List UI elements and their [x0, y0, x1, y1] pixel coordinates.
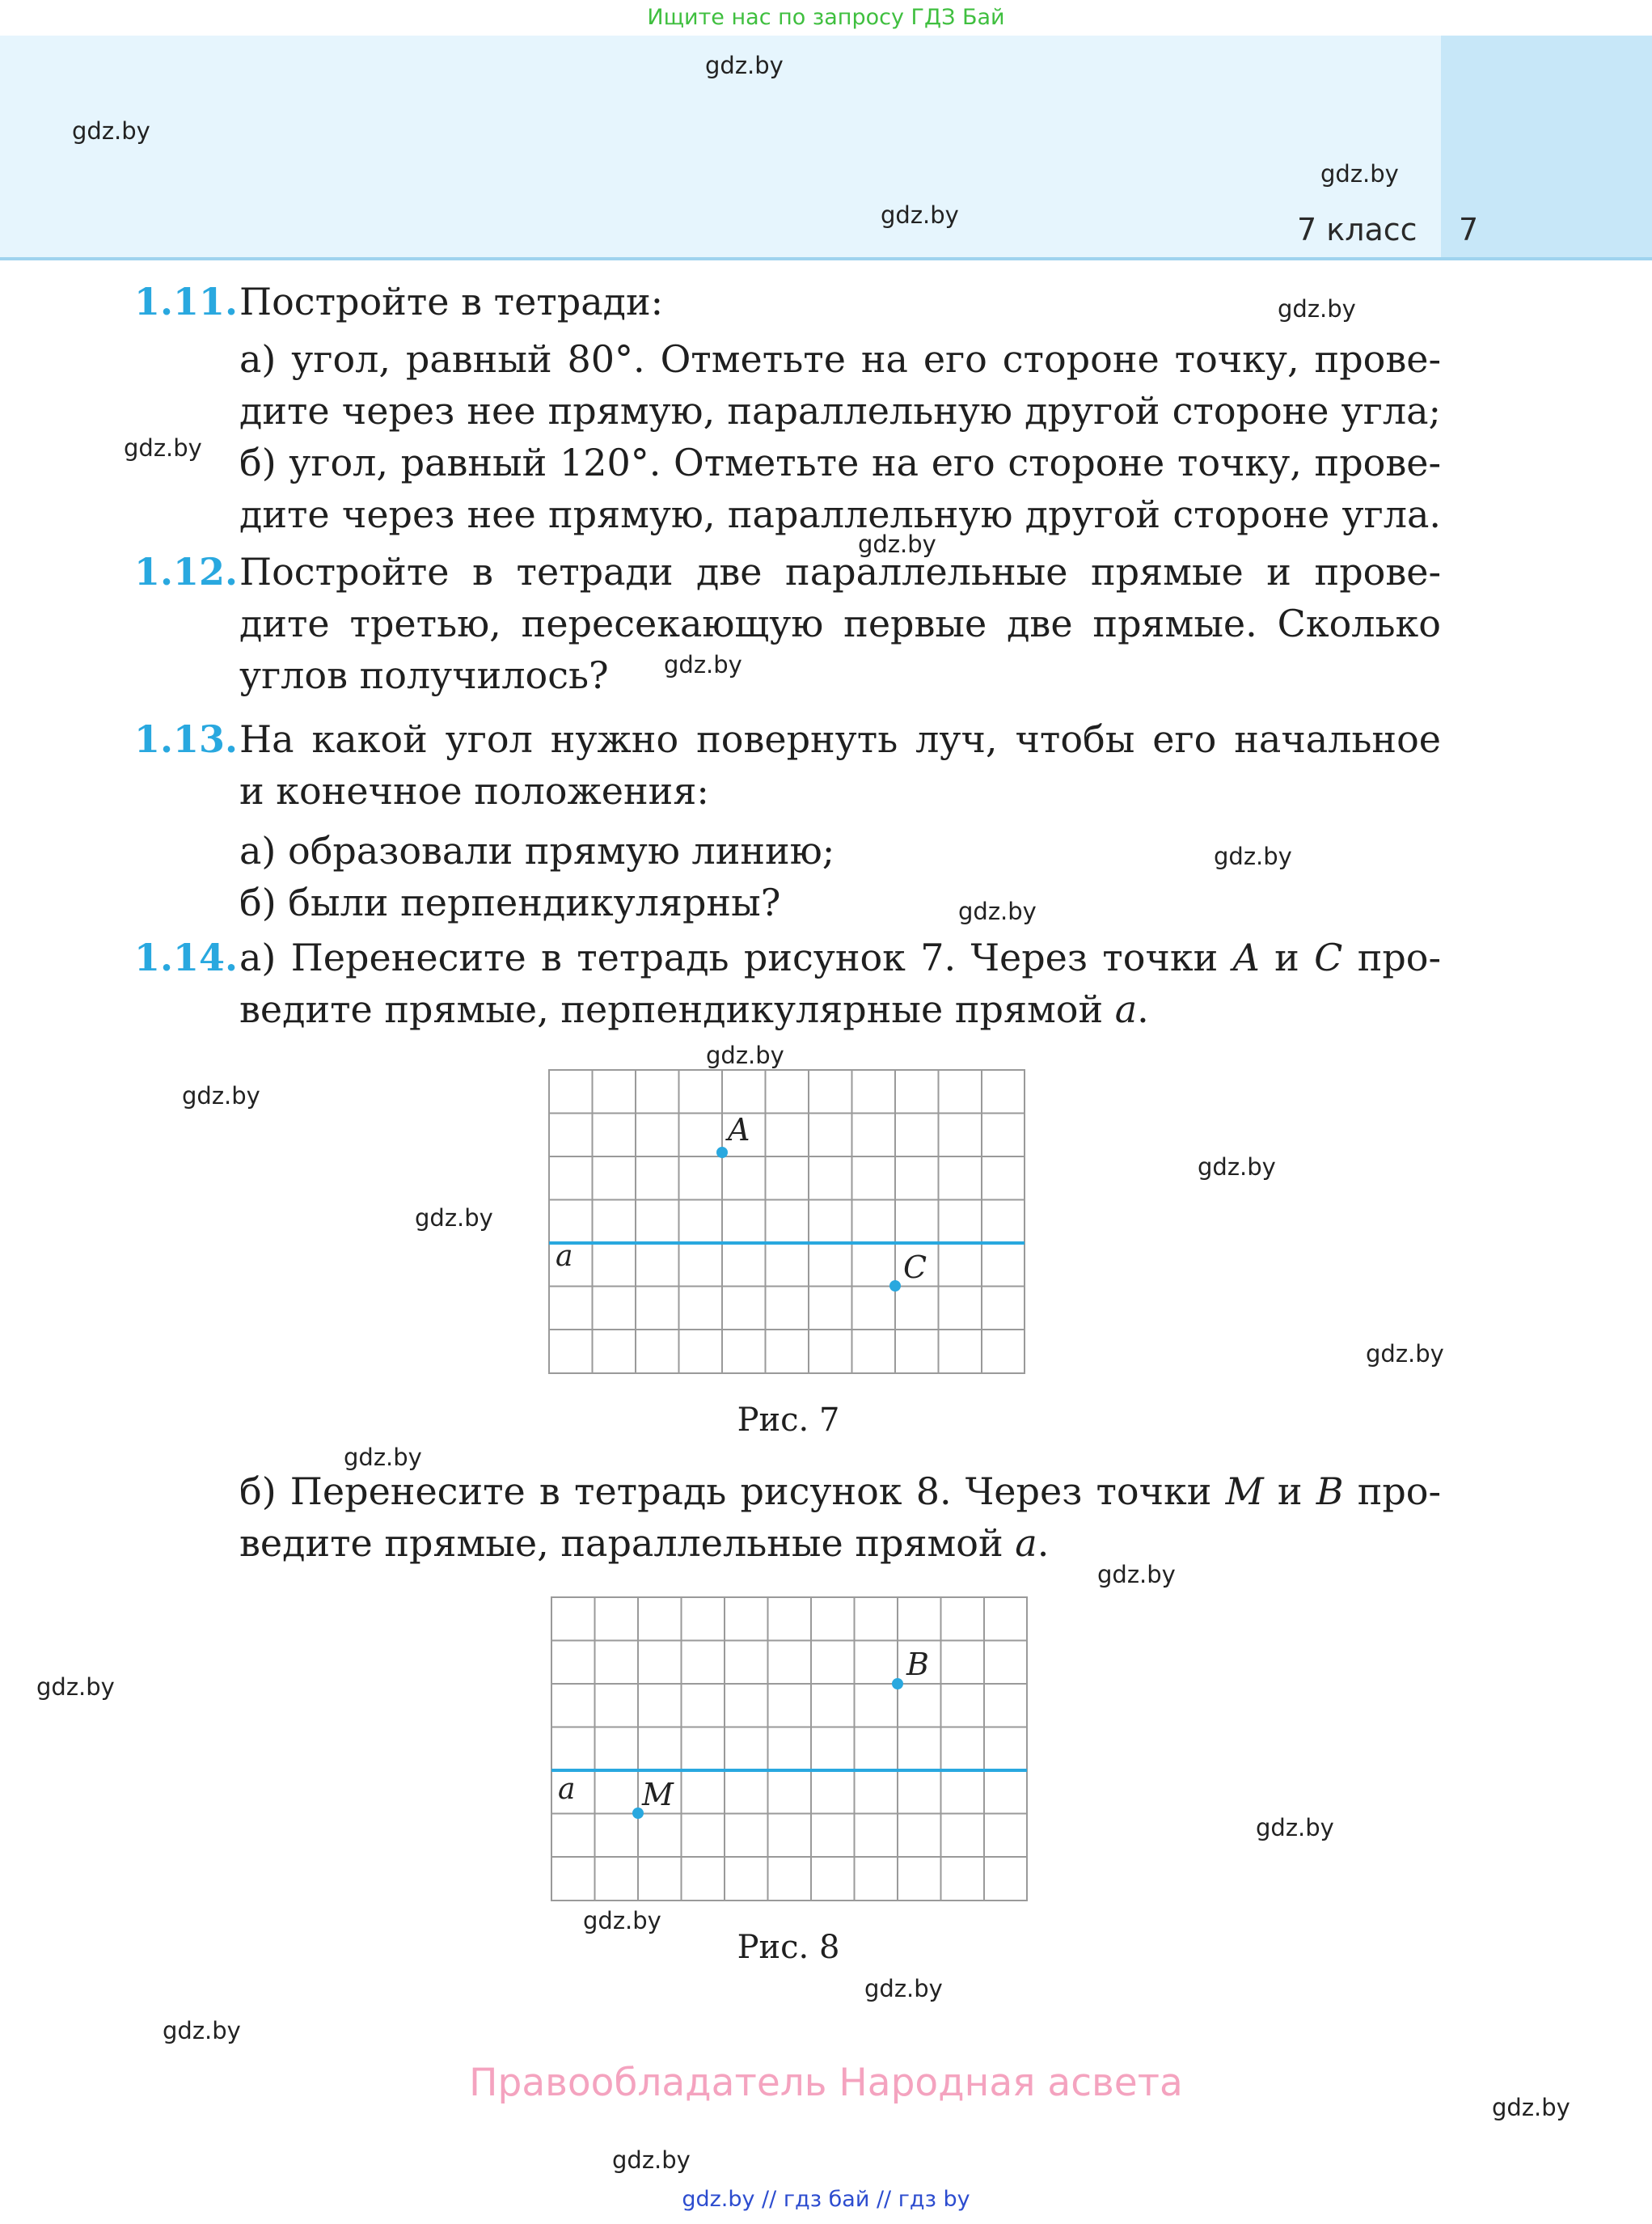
watermark: gdz.by — [583, 1907, 661, 1934]
exercise-text-1-14a-line1: а) Перенесите в тетрадь рисунок 7. Через точки A и C про- — [239, 936, 1442, 979]
watermark: gdz.by — [1097, 1561, 1176, 1588]
figure-7-caption: Рис. 7 — [737, 1402, 840, 1439]
exercise-text-1-14b-line2: ведите прямые, параллельные прямой a. — [239, 1521, 1050, 1565]
point-a-dot — [716, 1147, 728, 1158]
watermark: gdz.by — [706, 1042, 784, 1069]
watermark: gdz.by — [705, 52, 784, 79]
watermark: gdz.by — [881, 201, 959, 229]
watermark: gdz.by — [344, 1444, 422, 1471]
line-a-label: a — [558, 1773, 576, 1806]
exercise-number-1-11: 1.11. — [134, 280, 239, 323]
point-m-label: M — [642, 1777, 674, 1812]
top-banner: Ищите нас по запросу ГДЗ Бай — [647, 5, 1005, 30]
page-number: 7 — [1459, 212, 1479, 247]
point-label: C — [1314, 936, 1343, 979]
exercise-text: б) были перпендикулярны? — [239, 881, 781, 924]
watermark: gdz.by — [864, 1975, 943, 2002]
figure-8-caption: Рис. 8 — [737, 1929, 840, 1966]
watermark: gdz.by — [612, 2146, 691, 2174]
header-rule — [0, 257, 1652, 260]
footer-links[interactable]: gdz.by // гдз бай // гдз by — [682, 2187, 970, 2212]
grade-label: 7 класс — [1297, 212, 1418, 247]
exercise-number-1-12: 1.12. — [134, 550, 239, 594]
watermark: gdz.by — [1320, 160, 1399, 188]
point-label: A — [1232, 936, 1260, 979]
exercise-text: б) угол, равный 120°. Отметьте на его стороне точку, прове- — [239, 441, 1441, 484]
exercise-text: дите через нее прямую, параллельную другой стороне угла; — [239, 389, 1441, 433]
watermark: gdz.by — [182, 1082, 260, 1110]
point-a-label: A — [728, 1112, 750, 1148]
watermark: gdz.by — [415, 1204, 493, 1232]
copyright-notice: Правообладатель Народная асвета — [469, 2061, 1183, 2105]
exercise-number-1-14: 1.14. — [134, 936, 239, 979]
exercise-text: углов получилось? — [239, 653, 609, 697]
watermark: gdz.by — [124, 434, 202, 462]
watermark: gdz.by — [36, 1673, 115, 1701]
exercise-text: Постройте в тетради: — [239, 280, 664, 323]
exercise-text: На какой угол нужно повернуть луч, чтобы его начальное — [239, 717, 1441, 761]
watermark: gdz.by — [1256, 1814, 1334, 1841]
watermark: gdz.by — [1492, 2094, 1570, 2121]
point-c-dot — [889, 1280, 901, 1292]
exercise-text-1-14a-line2: ведите прямые, перпендикулярные прямой a. — [239, 987, 1149, 1031]
watermark: gdz.by — [1278, 295, 1356, 323]
line-a-label: a — [556, 1240, 573, 1273]
watermark: gdz.by — [1366, 1340, 1444, 1368]
exercise-text: а) угол, равный 80°. Отметьте на его стороне точку, прове- — [239, 337, 1441, 381]
point-label: M — [1225, 1469, 1264, 1513]
figure-8-grid — [550, 1593, 1031, 1905]
exercise-text: дите третью, пересекающую первые две прямые. Сколько — [239, 602, 1441, 645]
watermark: gdz.by — [958, 898, 1037, 925]
exercise-text-1-14b-line1: б) Перенесите в тетрадь рисунок 8. Через точки M и B про- — [239, 1469, 1442, 1513]
point-b-label: B — [906, 1647, 929, 1682]
exercise-text: Постройте в тетради две параллельные прямые и прове- — [239, 550, 1441, 594]
watermark: gdz.by — [72, 117, 150, 145]
watermark: gdz.by — [163, 2017, 241, 2044]
watermark: gdz.by — [1198, 1153, 1276, 1181]
exercise-number-1-13: 1.13. — [134, 717, 239, 761]
watermark: gdz.by — [1214, 843, 1292, 870]
point-c-label: C — [903, 1249, 927, 1285]
watermark: gdz.by — [664, 651, 742, 679]
point-b-dot — [892, 1678, 903, 1689]
watermark: gdz.by — [858, 531, 936, 558]
exercise-text: а) образовали прямую линию; — [239, 829, 835, 873]
exercise-text: и конечное положения: — [239, 769, 709, 813]
figure-7-grid — [547, 1066, 1029, 1377]
exercise-text: дите через нее прямую, параллельную другой стороне угла. — [239, 493, 1441, 536]
point-label: B — [1316, 1469, 1344, 1513]
